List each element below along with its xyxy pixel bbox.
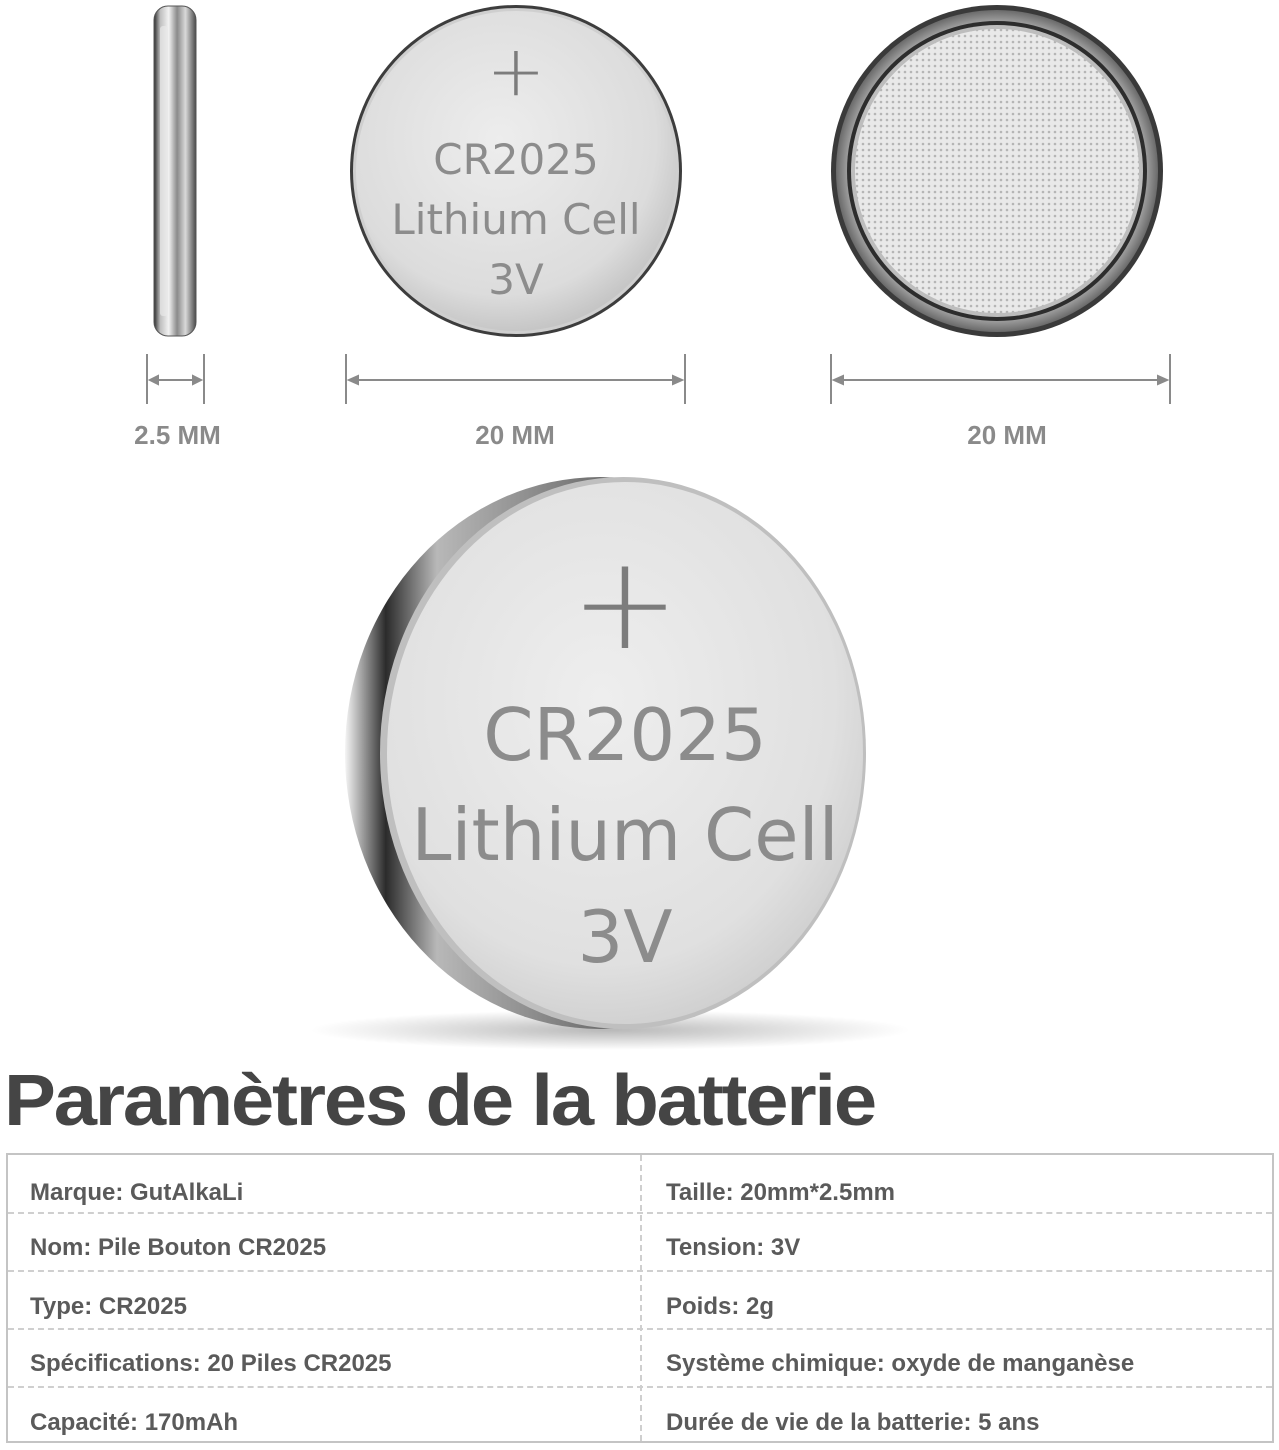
battery-side-view xyxy=(150,4,200,338)
battery-front-small xyxy=(348,3,684,339)
param-shelf-life: Durée de vie de la batterie: 5 ans xyxy=(666,1409,1040,1436)
section-title: Paramètres de la batterie xyxy=(4,1061,875,1141)
battery-back-view xyxy=(830,3,1164,339)
battery-model: CR2025 xyxy=(433,135,599,184)
param-capacity: Capacité: 170mAh xyxy=(30,1409,239,1436)
param-size: Taille: 20mm*2.5mm xyxy=(666,1179,895,1206)
param-weight: Poids: 2g xyxy=(666,1293,775,1320)
diameter-back-label: 20 MM xyxy=(967,420,1047,450)
dimension-lines xyxy=(0,350,1279,410)
parameters-table xyxy=(6,1153,1274,1443)
param-brand: Marque: GutAlkaLi xyxy=(30,1179,244,1206)
param-chemistry: Système chimique: oxyde de manganèse xyxy=(666,1350,1135,1377)
battery-type: Lithium Cell xyxy=(391,195,641,244)
param-type: Type: CR2025 xyxy=(30,1293,187,1320)
row-divider xyxy=(8,1386,1272,1388)
plus-sign-large: + xyxy=(570,527,680,679)
battery-voltage-large: 3V xyxy=(577,895,673,979)
battery-type-large: Lithium Cell xyxy=(411,793,839,877)
row-divider xyxy=(8,1270,1272,1272)
battery-large-view xyxy=(300,470,920,1060)
param-name: Nom: Pile Bouton CR2025 xyxy=(30,1234,327,1261)
param-voltage: Tension: 3V xyxy=(666,1234,801,1261)
battery-model-large: CR2025 xyxy=(483,693,767,777)
thickness-label: 2.5 MM xyxy=(134,420,221,450)
row-divider xyxy=(8,1328,1272,1330)
param-specifications: Spécifications: 20 Piles CR2025 xyxy=(30,1350,392,1377)
diameter-front-label: 20 MM xyxy=(475,420,555,450)
row-divider xyxy=(8,1212,1272,1214)
battery-voltage: 3V xyxy=(488,255,544,304)
column-divider xyxy=(640,1155,642,1441)
plus-sign: + xyxy=(486,30,546,112)
